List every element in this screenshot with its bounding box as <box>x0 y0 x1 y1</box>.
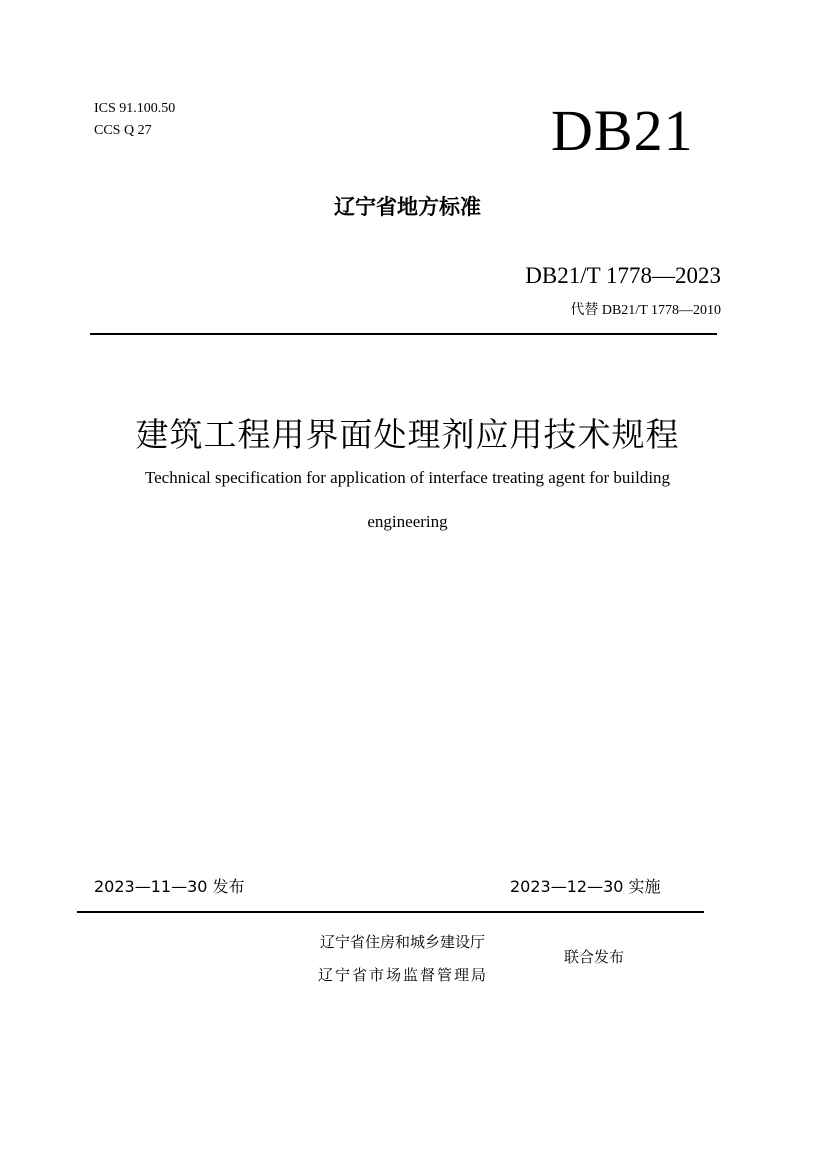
issuer-market-regulation: 辽宁省市场监督管理局 <box>318 966 489 984</box>
joint-issue-label: 联合发布 <box>564 948 625 966</box>
standard-category: 辽宁省地方标准 <box>334 195 481 219</box>
ics-code: ICS 91.100.50 <box>94 101 176 116</box>
replaced-standard: 代替 DB21/T 1778—2010 <box>570 303 721 318</box>
title-chinese: 建筑工程用界面处理剂应用技术规程 <box>135 418 680 454</box>
db-mark: DB21 <box>551 98 694 163</box>
issuer-housing-dept: 辽宁省住房和城乡建设厅 <box>320 933 486 951</box>
standard-number: DB21/T 1778—2023 <box>525 263 721 288</box>
implement-date: 2023—12—30 实施 <box>510 877 661 896</box>
bottom-divider <box>77 911 704 913</box>
top-divider <box>90 333 717 335</box>
ccs-code: CCS Q 27 <box>94 123 152 138</box>
publish-date: 2023—11—30 发布 <box>94 877 245 896</box>
title-english-line2: engineering <box>367 512 448 531</box>
title-english-line1: Technical specification for application of interface treating agent for building <box>144 468 671 487</box>
